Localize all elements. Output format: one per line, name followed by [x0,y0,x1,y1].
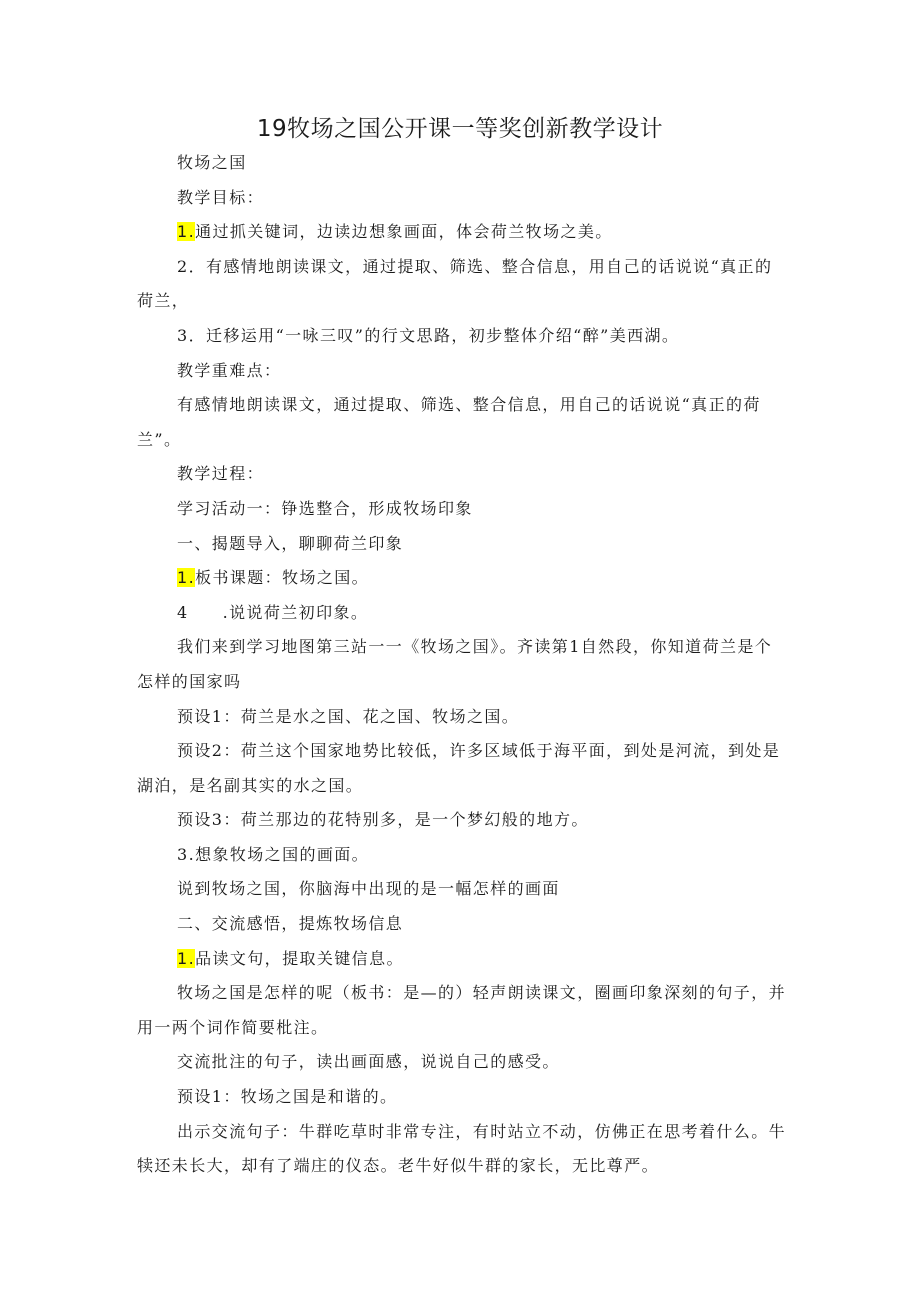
goal-item-1 [137,215,787,250]
document-title: 19牧场之国公开课一等奖创新教学设计 [256,116,664,142]
paragraph: 出示交流句子：牛群吃草时非常专注，有时站立不动，仿佛正在思考着什么。牛犊还未长大，却有了端庄的仪态。老牛好似牛群的家长，无比尊严。 [137,1121,787,1176]
section-heading-key-points: 教学重难点： [177,360,282,380]
step-item-4 [137,942,787,977]
goal-item-3: 3．迁移运用“一咏三叹”的行文思路，初步整体介绍“醉”美西湖。 [177,325,680,345]
activity-heading: 学习活动一：铮选整合，形成牧场印象 [177,498,473,518]
step-text: 品读文句，提取关键信息。 [195,948,404,968]
paragraph: 牧场之国是怎样的呢（板书：是—的）轻声朗读课文，圈画印象深刻的句子，并用一两个词作简要枇注。 [137,983,787,1037]
step-number: 4 [177,602,189,622]
step-item-2 [137,596,787,631]
highlighted-number: 1. [177,948,196,968]
paragraph: 交流批注的句子，读出画面感，说说自己的感受。 [177,1052,560,1072]
preset-answer-4: 预设1：牧场之国是和谐的。 [177,1087,398,1107]
subsection-heading-1: 一、揭题导入，聊聊荷兰印象 [177,533,404,553]
highlighted-number: 1. [177,568,196,588]
lesson-name: 牧场之国 [177,153,247,172]
goal-text: 通过抓关键词，边读边想象画面，体会荷兰牧场之美。 [195,222,613,242]
section-heading-process: 教学过程： [177,464,265,484]
section-heading-goals: 教学目标： [177,187,265,207]
paragraph: 我们来到学习地图第三站一一《牧场之国》。齐读第1自然段，你知道荷兰是个怎样的国家吗 [137,637,773,691]
step-item-3: 3.想象牧场之国的画面。 [177,844,370,864]
document-body [137,146,787,1184]
key-points-text: 有感情地朗读课文，通过提取、筛选、整合信息，用自己的话说说“真正的荷兰”。 [137,395,761,449]
subsection-heading-2: 二、交流感悟，提炼牧场信息 [177,914,404,934]
goal-item-2: 2．有感情地朗读课文，通过提取、筛选、整合信息，用自己的话说说“真正的荷兰， [137,256,773,311]
preset-answer-3: 预设3：荷兰那边的花特别多，是一个梦幻般的地方。 [177,810,589,830]
step-text: 板书课题：牧场之国。 [195,568,370,588]
preset-answer-1: 预设1：荷兰是水之国、花之国、牧场之国。 [177,706,520,726]
highlighted-number: 1. [177,222,196,242]
preset-answer-2: 预设2：荷兰这个国家地势比较低，许多区域低于海平面，到处是河流，到处是湖泊，是名副其实的水之国。 [137,741,781,795]
paragraph: 说到牧场之国，你脑海中出现的是一幅怎样的画面 [177,879,560,899]
step-item-1 [137,561,787,596]
step-text: .说说荷兰初印象。 [222,602,369,622]
